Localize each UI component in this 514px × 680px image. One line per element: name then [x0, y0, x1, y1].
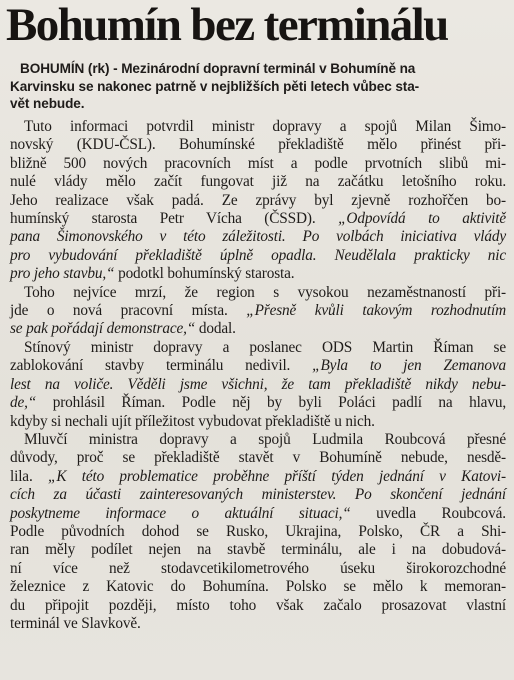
text-line — [10, 173, 506, 191]
text-segment: lila. — [10, 467, 48, 485]
text-segment: prohlásil Říman. Podle něj by byli Poláci padlí na hlavu, — [36, 394, 506, 412]
text-line — [10, 320, 506, 338]
text-line — [10, 339, 506, 357]
text-segment: Tuto informaci potvrdil ministr dopravy a spojů Milan Šimo- — [24, 118, 506, 135]
text-segment: uvedla Roubcová. — [350, 504, 506, 522]
article-paragraph — [10, 284, 506, 339]
text-line — [10, 560, 506, 578]
text-line — [10, 505, 506, 523]
text-segment: důvody, proč se překladiště stavět v Bohumíně nebude, nesdě- — [10, 449, 506, 467]
quote-text: de,“ — [10, 394, 37, 412]
text-segment: humínský starosta Petr Vícha (ČSSD). — [10, 210, 339, 228]
text-segment: novský (KDU-ČSL). Bohumínské překladiště mělo přinést při- — [10, 136, 506, 154]
article-paragraph — [10, 339, 506, 431]
lead-line: vět nebude. — [10, 96, 85, 111]
text-line — [10, 302, 506, 320]
text-line — [10, 284, 506, 302]
quote-text: „K této problematice proběhne příští týden jednání v Katovi- — [47, 467, 506, 485]
lead-line: Karvinsku se nakonec patrně v nejbližších pěti letech vůbec sta- — [10, 78, 420, 94]
text-segment: du připojit později, místo toho však začalo prosazovat vlastní — [10, 596, 506, 614]
text-segment: podotkl bohumínský starosta. — [114, 265, 295, 283]
quote-text: pana Šimonovského v této záležitosti. Po volbách iniciativa vlády — [10, 228, 506, 246]
text-segment: kdyby si nechali ujít příležitost vybudovat překladiště u nich. — [10, 412, 375, 430]
text-segment: zablokování stavby terminálu nedivil. — [10, 357, 313, 375]
text-line — [10, 431, 506, 449]
text-line — [10, 486, 506, 504]
text-segment: železnice z Katovic do Bohumína. Polsko se mělo k memoran- — [10, 578, 506, 596]
quote-text: cích za účasti zainteresovaných ministerstev. Po skončení jednání — [10, 486, 506, 504]
article-body — [10, 118, 506, 633]
text-segment: jde o nová pracovní místa. — [10, 302, 247, 320]
text-line — [10, 136, 506, 154]
headline: Bohumín bez terminálu — [6, 0, 448, 51]
lead-line: BOHUMÍN (rk) - Mezinárodní dopravní terminál v Bohumíně na — [20, 61, 416, 76]
text-segment: Toho nejvíce mrzí, že region s vysokou nezaměstnaností při- — [24, 283, 506, 301]
text-segment: ní více než stodavcetikilometrového úseku širokorozchodné — [10, 559, 506, 577]
text-segment: Podle původních dohod se Rusko, Ukrajina, Polsko, ČR a Shi- — [10, 522, 506, 540]
quote-text: „Přesně kvůli takovým rozhodnutím — [246, 302, 506, 320]
text-line — [10, 468, 506, 486]
quote-text: poskytneme informace o aktuální situaci,“ — [10, 504, 351, 522]
text-line — [10, 376, 506, 394]
text-line — [10, 357, 506, 375]
article-paragraph — [10, 431, 506, 633]
text-line — [10, 541, 506, 559]
text-line — [10, 394, 506, 412]
text-line — [10, 118, 506, 136]
text-line — [10, 578, 506, 596]
lead-paragraph — [10, 60, 506, 113]
text-segment: terminál ve Slavkově. — [10, 614, 141, 632]
quote-text: pro vybudování překladiště úplně opadla. Neudělala prakticky nic — [10, 246, 506, 264]
text-line — [10, 155, 506, 173]
text-segment: nulé vlády mělo začít fungovat již na začátku letošního roku. — [10, 173, 506, 191]
quote-text: se pak pořádají demonstrace,“ — [10, 320, 196, 338]
text-line — [10, 210, 506, 228]
article-paragraph — [10, 118, 506, 284]
text-segment: bližně 500 nových pracovních míst a podle prvotních slibů mi- — [10, 154, 506, 172]
text-line — [10, 265, 506, 283]
quote-text: lest na voliče. Věděli jsme všichni, že tam překladiště nikdy nebu- — [10, 375, 506, 393]
text-segment: Stínový ministr dopravy a poslanec ODS Martin Říman se — [24, 338, 506, 356]
text-line — [10, 247, 506, 265]
text-line — [10, 597, 506, 615]
text-line — [10, 413, 506, 431]
text-line — [10, 449, 506, 467]
text-line — [10, 228, 506, 246]
quote-text: pro jeho stavbu,“ — [10, 265, 115, 283]
text-line — [10, 192, 506, 210]
text-segment: Mluvčí ministra dopravy a spojů Ludmila Roubcová přesné — [24, 430, 506, 448]
text-line — [10, 615, 506, 633]
quote-text: „Byla to jen Zemanova — [312, 357, 506, 375]
text-segment: Jeho realizace však padá. Ze zprávy byl zjevně rozhořčen bo- — [10, 191, 506, 209]
text-segment: ran měly podílet nejen na stavbě terminálu, ale i na dobudová- — [10, 541, 506, 559]
quote-text: „Odpovídá to aktivitě — [338, 210, 507, 228]
text-segment: dodal. — [195, 320, 236, 338]
text-line — [10, 523, 506, 541]
